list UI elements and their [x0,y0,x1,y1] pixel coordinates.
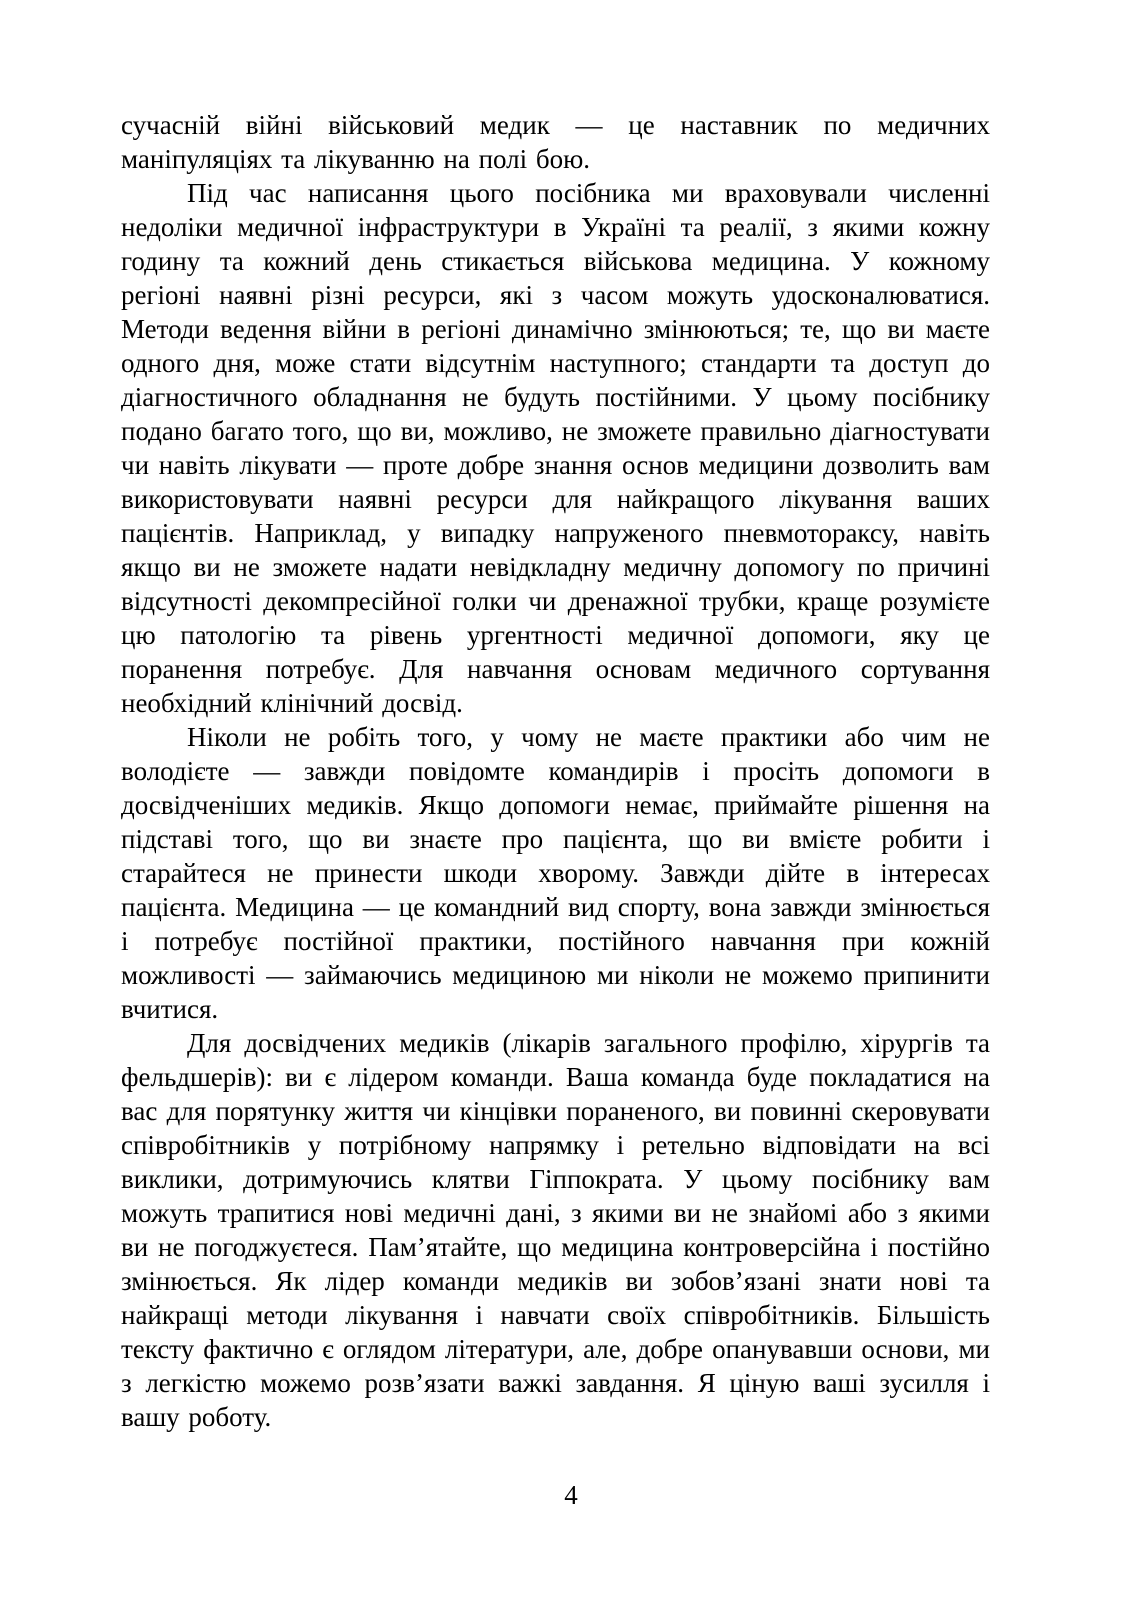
paragraph: Під час написання цього посібника ми враховували численні недоліки медичної інфраструктури в Україні та реалії, з якими кожну годину та кожний день стикається військова медицина. У кожному регіоні наявні різні ресурси, які з часом можуть удосконалюватися. Методи ведення війни в регіоні динамічно змінюються; те, що ви маєте одного дня, може стати відсутнім наступного; стандарти та доступ до діагностичного обладнання не будуть постійними. У цьому посібнику подано багато того, що ви, можливо, не зможете правильно діагностувати чи навіть лікувати — проте добре знання основ медицини дозволить вам використовувати наявні ресурси для найкращого лікування ваших пацієнтів. Наприклад, у випадку напруженого пневмотораксу, навіть якщо ви не зможете надати невідкладну медичну допомогу по причині відсутності декомпресійної голки чи дренажної трубки, краще розумієте цю патологію та рівень ургентності медичної допомоги, яку це поранення потребує. Для навчання основам медичного сортування необхідний клінічний досвід. [121,178,990,718]
body-text [121,108,990,1434]
paragraph-continuation: сучасній війні військовий медик — це наставник по медичних маніпуляціях та лікуванню на полі бою. [121,110,990,174]
paragraph: Для досвідчених медиків (лікарів загального профілю, хірургів та фельдшерів): ви є лідером команди. Ваша команда буде покладатися на вас для порятунку життя чи кінцівки пораненого, ви повинні скеровувати співробітників у потрібному напрямку і ретельно відповідати на всі виклики, дотримуючись клятви Гіппократа. У цьому посібнику вам можуть трапитися нові медичні дані, з якими ви не знайомі або з якими ви не погоджуєтеся. Пам’ятайте, що медицина контроверсійна і постійно змінюється. Як лідер команди медиків ви зобов’язані знати нові та найкращі методи лікування і навчати своїх співробітників. Більшість тексту фактично є оглядом літератури, але, добре опанувавши основи, ми з легкістю можемо розв’язати важкі завдання. Я ціную ваші зусилля і вашу роботу. [121,1028,990,1432]
page-number: 4 [564,1480,578,1510]
paragraph: Ніколи не робіть того, у чому не маєте практики або чим не володієте — завжди повідомте командирів і просіть допомоги в досвідченіших медиків. Якщо допомоги немає, приймайте рішення на підставі того, що ви знаєте про пацієнта, що ви вмієте робити і старайтеся не принести шкоди хворому. Завжди дійте в інтересах пацієнта. Медицина — це командний вид спорту, вона завжди змінюється і потребує постійної практики, постійного навчання при кожній можливості — займаючись медициною ми ніколи не можемо припинити вчитися. [121,722,990,1024]
